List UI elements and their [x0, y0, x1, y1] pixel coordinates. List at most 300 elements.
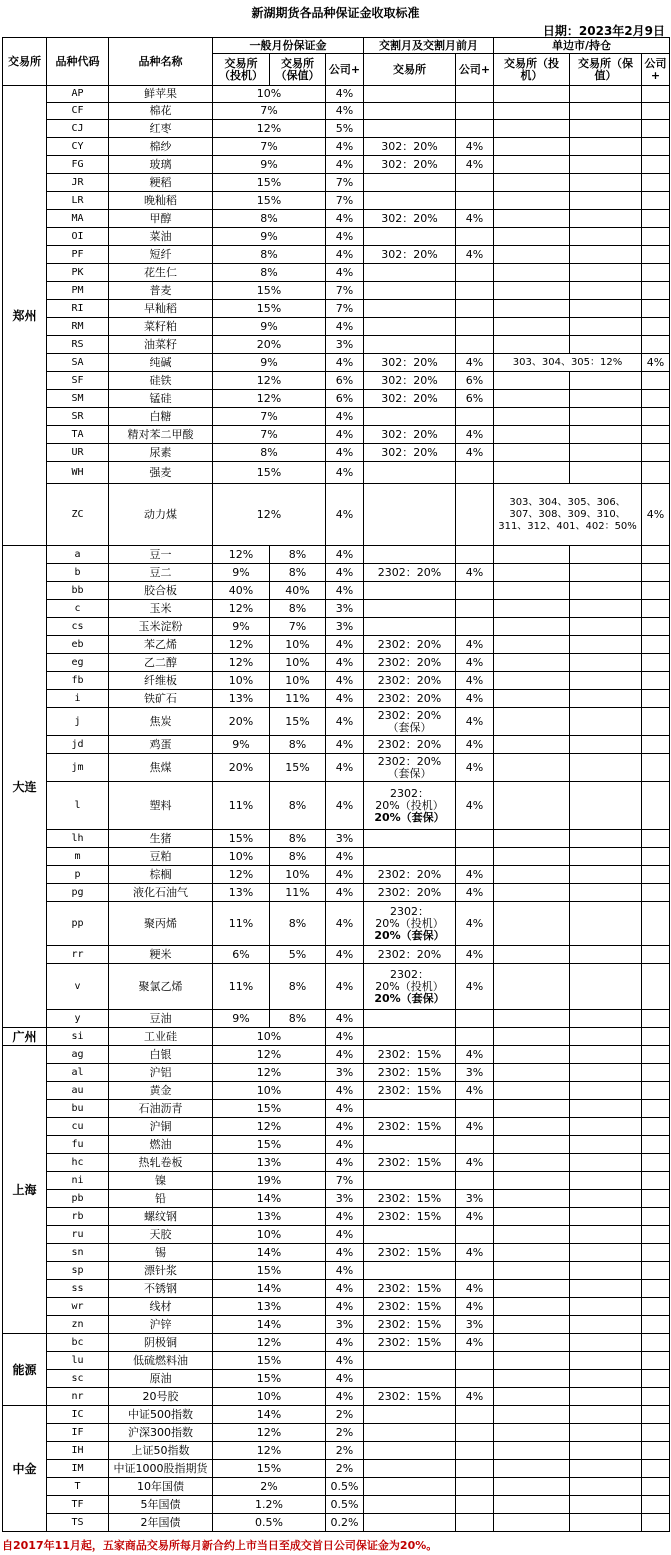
name-cell: 普麦: [109, 282, 213, 300]
single-spec-cell: [494, 1010, 570, 1028]
single-company-cell: [642, 564, 670, 582]
table-row: [3, 1046, 670, 1064]
general-exchange-cell: 15%: [213, 1100, 326, 1118]
single-hedge-cell: [570, 210, 642, 228]
delivery-exchange-cell: 2302：20%: [364, 866, 456, 884]
single-spec-cell: [494, 964, 570, 1010]
code-cell: rr: [47, 946, 109, 964]
single-hedge-cell: [570, 754, 642, 782]
name-cell: 石油沥青: [109, 1100, 213, 1118]
single-hedge-cell: [570, 1154, 642, 1172]
single-company-cell: [642, 372, 670, 390]
code-cell: cu: [47, 1118, 109, 1136]
single-company-cell: [642, 1496, 670, 1514]
spec-cell: 12%: [213, 654, 270, 672]
single-spec-cell: [494, 1478, 570, 1496]
single-spec-cell: [494, 618, 570, 636]
general-company-cell: 4%: [326, 546, 364, 564]
single-spec-cell: [494, 1190, 570, 1208]
hedge-cell: 10%: [270, 866, 326, 884]
delivery-exchange-cell: [364, 782, 456, 830]
general-exchange-cell: 0.5%: [213, 1514, 326, 1532]
table-row: [3, 1334, 670, 1352]
single-company-cell: [642, 1136, 670, 1154]
code-cell: MA: [47, 210, 109, 228]
general-company-cell: 4%: [326, 426, 364, 444]
exchange-cell: 郑州: [3, 86, 47, 546]
delivery-line-1: 2302：20%: [377, 708, 442, 722]
delivery-company-cell: [456, 120, 494, 138]
single-company-cell: [642, 1028, 670, 1046]
general-company-cell: 4%: [326, 848, 364, 866]
single-spec-cell: [494, 1154, 570, 1172]
delivery-exchange-cell: [364, 708, 456, 736]
spec-cell: 15%: [213, 830, 270, 848]
hedge-cell: 15%: [270, 708, 326, 736]
delivery-company-cell: 4%: [456, 654, 494, 672]
code-cell: a: [47, 546, 109, 564]
delivery-company-cell: [456, 1496, 494, 1514]
name-cell: 10年国债: [109, 1478, 213, 1496]
table-row: [3, 600, 670, 618]
delivery-exchange-cell: 302：20%: [364, 372, 456, 390]
single-hedge-cell: [570, 1388, 642, 1406]
delivery-company-cell: 3%: [456, 1190, 494, 1208]
single-company-cell: [642, 1298, 670, 1316]
table-row: [3, 1154, 670, 1172]
table-row: [3, 736, 670, 754]
code-cell: hc: [47, 1154, 109, 1172]
code-cell: IF: [47, 1424, 109, 1442]
table-row: [3, 1064, 670, 1082]
single-company-cell: [642, 1100, 670, 1118]
single-spec-cell: [494, 1226, 570, 1244]
delivery-line-1: 2302：20%: [377, 754, 442, 768]
delivery-exchange-cell: 2302：15%: [364, 1244, 456, 1262]
delivery-company-cell: 4%: [456, 672, 494, 690]
delivery-exchange-cell: [364, 282, 456, 300]
delivery-line-1: 2302：: [390, 904, 430, 918]
single-spec-cell: [494, 564, 570, 582]
delivery-line-1: 2302：: [390, 786, 430, 800]
delivery-company-cell: [456, 484, 494, 546]
code-cell: b: [47, 564, 109, 582]
delivery-exchange-cell: [364, 264, 456, 282]
single-company-cell: [642, 86, 670, 103]
exchange-cell: 上海: [3, 1046, 47, 1334]
name-cell: 油菜籽: [109, 336, 213, 354]
single-hedge-cell: [570, 708, 642, 736]
single-hedge-cell: [570, 1226, 642, 1244]
delivery-company-cell: [456, 318, 494, 336]
exchange-cell: 大连: [3, 546, 47, 1028]
general-exchange-cell: 15%: [213, 1370, 326, 1388]
delivery-exchange-cell: [364, 228, 456, 246]
single-hedge-cell: [570, 1244, 642, 1262]
hedge-cell: 10%: [270, 654, 326, 672]
single-company-cell: [642, 1190, 670, 1208]
general-company-cell: 5%: [326, 120, 364, 138]
single-company-cell: [642, 138, 670, 156]
table-row: [3, 964, 670, 1010]
single-spec-cell: [494, 1280, 570, 1298]
page-title: 新湖期货各品种保证金收取标准: [251, 6, 420, 20]
general-exchange-cell: 7%: [213, 426, 326, 444]
code-cell: T: [47, 1478, 109, 1496]
single-company-cell: [642, 1226, 670, 1244]
table-row: [3, 246, 670, 264]
delivery-exchange-cell: [364, 174, 456, 192]
delivery-exchange-cell: [364, 120, 456, 138]
general-company-cell: 4%: [326, 1298, 364, 1316]
single-spec-cell: [494, 1514, 570, 1532]
single-hedge-cell: [570, 372, 642, 390]
header-ex-spec: 交易所（投机）: [213, 54, 270, 86]
delivery-company-cell: [456, 1460, 494, 1478]
table-row: [3, 1190, 670, 1208]
single-hedge-cell: [570, 1082, 642, 1100]
single-spec-cell: [494, 830, 570, 848]
general-company-cell: 4%: [326, 754, 364, 782]
delivery-exchange-cell: 2302：15%: [364, 1046, 456, 1064]
general-company-cell: 4%: [326, 1118, 364, 1136]
name-cell: 苯乙烯: [109, 636, 213, 654]
general-company-cell: 4%: [326, 1100, 364, 1118]
name-cell: 玉米: [109, 600, 213, 618]
spec-cell: 9%: [213, 564, 270, 582]
delivery-company-cell: [456, 1262, 494, 1280]
hedge-cell: 8%: [270, 736, 326, 754]
general-exchange-cell: 9%: [213, 318, 326, 336]
delivery-company-cell: 4%: [456, 1388, 494, 1406]
single-hedge-cell: [570, 1280, 642, 1298]
delivery-exchange-cell: [364, 618, 456, 636]
name-cell: 白糖: [109, 408, 213, 426]
delivery-exchange-cell: [364, 546, 456, 564]
single-hedge-cell: [570, 1442, 642, 1460]
name-cell: 上证50指数: [109, 1442, 213, 1460]
name-cell: 沪铜: [109, 1118, 213, 1136]
single-hedge-cell: [570, 282, 642, 300]
general-exchange-cell: 13%: [213, 1208, 326, 1226]
name-cell: 聚丙烯: [109, 902, 213, 946]
name-cell: 天胶: [109, 1226, 213, 1244]
name-cell: 豆粕: [109, 848, 213, 866]
single-company-cell: [642, 264, 670, 282]
code-cell: CJ: [47, 120, 109, 138]
delivery-company-cell: [456, 1406, 494, 1424]
single-spec-cell: [494, 1406, 570, 1424]
hedge-cell: 8%: [270, 546, 326, 564]
single-spec-cell: [494, 138, 570, 156]
table-row: [3, 86, 670, 103]
code-cell: rb: [47, 1208, 109, 1226]
single-hedge-cell: [570, 1010, 642, 1028]
single-company-cell: [642, 582, 670, 600]
delivery-exchange-cell: [364, 1226, 456, 1244]
header-single-ex-spec: 交易所（投机）: [494, 54, 570, 86]
table-row: [3, 1244, 670, 1262]
single-spec-cell: [494, 1028, 570, 1046]
single-company-cell: [642, 618, 670, 636]
general-company-cell: 4%: [326, 318, 364, 336]
delivery-company-cell: 4%: [456, 1046, 494, 1064]
code-cell: lu: [47, 1352, 109, 1370]
single-company-cell: [642, 120, 670, 138]
single-company-cell: [642, 848, 670, 866]
single-spec-cell: [494, 462, 570, 484]
single-spec-cell: [494, 408, 570, 426]
code-cell: fu: [47, 1136, 109, 1154]
single-hedge-cell: [570, 426, 642, 444]
code-cell: bu: [47, 1100, 109, 1118]
general-company-cell: 3%: [326, 1064, 364, 1082]
single-company-cell: [642, 546, 670, 564]
single-company-cell: [642, 866, 670, 884]
code-cell: pp: [47, 902, 109, 946]
name-cell: 铅: [109, 1190, 213, 1208]
delivery-company-cell: 4%: [456, 564, 494, 582]
general-exchange-cell: 10%: [213, 1388, 326, 1406]
code-cell: SA: [47, 354, 109, 372]
delivery-company-cell: 4%: [456, 902, 494, 946]
delivery-company-cell: [456, 1478, 494, 1496]
header-company: 公司+: [326, 54, 364, 86]
table-row: [3, 408, 670, 426]
table-row: [3, 426, 670, 444]
delivery-exchange-cell: 2302：15%: [364, 1280, 456, 1298]
general-company-cell: 7%: [326, 174, 364, 192]
general-company-cell: 0.5%: [326, 1478, 364, 1496]
single-spec-cell: [494, 946, 570, 964]
delivery-exchange-cell: [364, 318, 456, 336]
general-exchange-cell: 8%: [213, 246, 326, 264]
single-company-cell: [642, 672, 670, 690]
general-exchange-cell: 12%: [213, 1046, 326, 1064]
general-company-cell: 4%: [326, 1226, 364, 1244]
delivery-company-cell: 4%: [456, 1208, 494, 1226]
name-cell: 晚籼稻: [109, 192, 213, 210]
single-spec-cell: [494, 600, 570, 618]
name-cell: 焦煤: [109, 754, 213, 782]
single-hedge-cell: [570, 964, 642, 1010]
general-company-cell: 4%: [326, 636, 364, 654]
single-spec-cell: [494, 1118, 570, 1136]
code-cell: j: [47, 708, 109, 736]
single-hedge-cell: [570, 86, 642, 103]
general-exchange-cell: 1.2%: [213, 1496, 326, 1514]
single-hedge-cell: [570, 636, 642, 654]
table-row: [3, 1514, 670, 1532]
general-company-cell: 4%: [326, 708, 364, 736]
name-cell: 漂针浆: [109, 1262, 213, 1280]
general-company-cell: 4%: [326, 672, 364, 690]
single-hedge-cell: [570, 264, 642, 282]
general-exchange-cell: 12%: [213, 390, 326, 408]
single-hedge-cell: [570, 1028, 642, 1046]
general-exchange-cell: 9%: [213, 228, 326, 246]
single-spec-cell: [494, 754, 570, 782]
table-row: [3, 444, 670, 462]
single-hedge-cell: [570, 246, 642, 264]
general-company-cell: 6%: [326, 372, 364, 390]
code-cell: FG: [47, 156, 109, 174]
table-row: [3, 672, 670, 690]
delivery-exchange-cell: [364, 1172, 456, 1190]
single-company-cell: [642, 1172, 670, 1190]
name-cell: 花生仁: [109, 264, 213, 282]
table-row: [3, 228, 670, 246]
general-exchange-cell: 12%: [213, 1442, 326, 1460]
table-row: [3, 708, 670, 736]
delivery-company-cell: 6%: [456, 372, 494, 390]
single-hedge-cell: [570, 830, 642, 848]
single-spec-cell: [494, 1334, 570, 1352]
spec-cell: 13%: [213, 884, 270, 902]
single-spec-cell: [494, 848, 570, 866]
header-ex-hedge: 交易所（保值）: [270, 54, 326, 86]
single-company-cell: [642, 946, 670, 964]
single-hedge-cell: [570, 946, 642, 964]
code-cell: JR: [47, 174, 109, 192]
name-cell: 阴极铜: [109, 1334, 213, 1352]
date-label: 日期：2023年2月9日: [542, 24, 665, 38]
general-company-cell: 3%: [326, 600, 364, 618]
delivery-company-cell: 4%: [456, 354, 494, 372]
hedge-cell: 15%: [270, 754, 326, 782]
delivery-line-3: 20%（套保）: [374, 991, 445, 1005]
delivery-company-cell: 3%: [456, 1064, 494, 1082]
header-delivery-ex: 交易所: [364, 54, 456, 86]
spec-cell: 9%: [213, 618, 270, 636]
delivery-exchange-cell: 2302：15%: [364, 1064, 456, 1082]
delivery-company-cell: 4%: [456, 1082, 494, 1100]
table-row: [3, 564, 670, 582]
table-row: [3, 1460, 670, 1478]
code-cell: sp: [47, 1262, 109, 1280]
code-cell: IC: [47, 1406, 109, 1424]
general-company-cell: 4%: [326, 86, 364, 103]
general-company-cell: 4%: [326, 866, 364, 884]
delivery-company-cell: 4%: [456, 444, 494, 462]
general-company-cell: 4%: [326, 1352, 364, 1370]
delivery-company-cell: 4%: [456, 246, 494, 264]
code-cell: p: [47, 866, 109, 884]
single-company-cell: [642, 1514, 670, 1532]
code-cell: IM: [47, 1460, 109, 1478]
delivery-company-cell: 4%: [456, 426, 494, 444]
table-row: [3, 282, 670, 300]
single-hedge-cell: [570, 336, 642, 354]
delivery-exchange-cell: [364, 1514, 456, 1532]
general-company-cell: 7%: [326, 282, 364, 300]
table-row: [3, 1082, 670, 1100]
code-cell: IH: [47, 1442, 109, 1460]
single-hedge-cell: [570, 174, 642, 192]
delivery-exchange-cell: [364, 484, 456, 546]
delivery-company-cell: 4%: [456, 636, 494, 654]
single-spec-cell: [494, 210, 570, 228]
single-hedge-cell: [570, 1316, 642, 1334]
table-row: [3, 336, 670, 354]
table-row: [3, 484, 670, 546]
general-company-cell: 4%: [326, 444, 364, 462]
table-row: [3, 884, 670, 902]
name-cell: 菜籽粕: [109, 318, 213, 336]
single-company-cell: [642, 192, 670, 210]
single-company-cell: [642, 336, 670, 354]
single-spec-cell: [494, 1388, 570, 1406]
table-row: [3, 1352, 670, 1370]
single-hedge-cell: [570, 1262, 642, 1280]
hedge-cell: 8%: [270, 564, 326, 582]
single-spec-cell: [494, 86, 570, 103]
table-row: [3, 174, 670, 192]
table-row: [3, 1172, 670, 1190]
general-company-cell: 4%: [326, 690, 364, 708]
table-row: [3, 1442, 670, 1460]
delivery-exchange-cell: [364, 1406, 456, 1424]
general-exchange-cell: 7%: [213, 138, 326, 156]
general-exchange-cell: 14%: [213, 1406, 326, 1424]
name-cell: 沪铝: [109, 1064, 213, 1082]
single-hedge-cell: [570, 1334, 642, 1352]
delivery-company-cell: 6%: [456, 390, 494, 408]
code-cell: y: [47, 1010, 109, 1028]
table-row: [3, 1424, 670, 1442]
delivery-exchange-cell: [364, 1424, 456, 1442]
general-exchange-cell: 10%: [213, 1226, 326, 1244]
general-company-cell: 3%: [326, 618, 364, 636]
exchange-cell: 能源: [3, 1334, 47, 1406]
header-single-side: 单边市/持仓: [494, 38, 670, 54]
delivery-company-cell: 4%: [456, 964, 494, 1010]
delivery-exchange-cell: 2302：20%: [364, 884, 456, 902]
single-hedge-cell: [570, 228, 642, 246]
code-cell: WH: [47, 462, 109, 484]
table-row: [3, 848, 670, 866]
name-cell: 沪深300指数: [109, 1424, 213, 1442]
delivery-exchange-cell: 302：20%: [364, 156, 456, 174]
delivery-company-cell: 4%: [456, 736, 494, 754]
table-row: [3, 1280, 670, 1298]
delivery-company-cell: [456, 1442, 494, 1460]
single-spec-cell: [494, 390, 570, 408]
table-row: [3, 390, 670, 408]
single-spec-cell: [494, 444, 570, 462]
single-spec-cell: [494, 708, 570, 736]
code-cell: AP: [47, 86, 109, 103]
single-hedge-cell: [570, 884, 642, 902]
code-cell: pg: [47, 884, 109, 902]
delivery-company-cell: [456, 1352, 494, 1370]
name-cell: 短纤: [109, 246, 213, 264]
single-company-cell: [642, 1208, 670, 1226]
delivery-line-2: 20%（投机）: [375, 798, 444, 812]
single-company-cell: [642, 174, 670, 192]
table-row: [3, 1136, 670, 1154]
table-row: [3, 1298, 670, 1316]
single-company-cell: [642, 1370, 670, 1388]
general-exchange-cell: 15%: [213, 1262, 326, 1280]
general-exchange-cell: 12%: [213, 1334, 326, 1352]
delivery-exchange-cell: 2302：20%: [364, 636, 456, 654]
single-company-cell: [642, 1010, 670, 1028]
spec-cell: 12%: [213, 600, 270, 618]
delivery-company-cell: [456, 830, 494, 848]
general-exchange-cell: 8%: [213, 264, 326, 282]
single-hedge-cell: [570, 1064, 642, 1082]
